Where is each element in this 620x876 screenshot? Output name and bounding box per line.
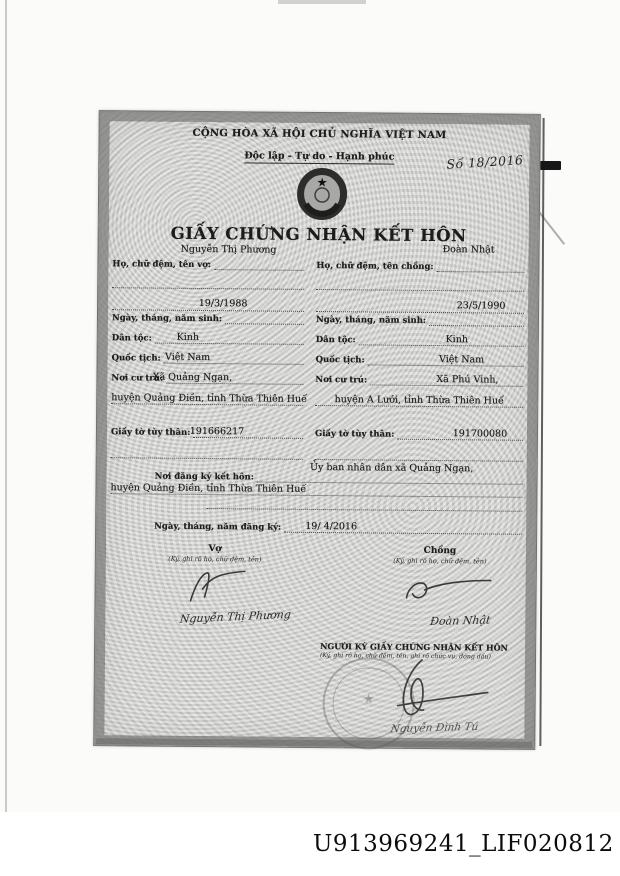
wife-name-value: Nguyễn Thị Phương bbox=[180, 243, 277, 256]
wife-signature-flourish bbox=[180, 567, 250, 606]
wife-dob-row bbox=[112, 309, 304, 325]
husband-nationality-label: Quốc tịch: bbox=[315, 354, 365, 366]
husband-signature-flourish bbox=[400, 574, 495, 609]
dotted-line bbox=[214, 255, 305, 271]
husband-nationality-value: Việt Nam bbox=[438, 354, 485, 366]
husband-name-label: Họ, chữ đệm, tên chồng: bbox=[316, 260, 434, 273]
wife-id-value: 191666217 bbox=[189, 425, 245, 438]
wife-nationality-value: Việt Nam bbox=[164, 351, 211, 364]
husband-sign-title: Chồng bbox=[423, 545, 457, 557]
wife-signature-name: Nguyễn Thị Phương bbox=[179, 607, 292, 626]
serial-number-handwritten: Số 18/2016 bbox=[445, 152, 524, 172]
husband-signature-name: Đoàn Nhật bbox=[429, 613, 492, 629]
registration-date-value: 19/ 4/2016 bbox=[305, 520, 358, 533]
wife-residence-label: Nơi cư trú: bbox=[111, 373, 164, 384]
husband-sign-note: (Ký, ghi rõ họ, chữ đệm, tên) bbox=[393, 556, 487, 566]
header-motto: Độc lập - Tự do - Hạnh phúc bbox=[244, 150, 395, 163]
wife-residence1-value: Xã Quảng Ngạn, bbox=[152, 371, 233, 384]
scan-top-smudge bbox=[278, 0, 366, 4]
header-country: CỘNG HÒA XÃ HỘI CHỦ NGHĨA VIỆT NAM bbox=[192, 127, 447, 142]
wife-name-row bbox=[112, 255, 304, 271]
registration-place-label: Nơi đăng ký kết hôn: bbox=[154, 471, 254, 483]
dotted-line bbox=[225, 309, 304, 325]
registration-place2-value: huyện Quảng Điền, tỉnh Thừa Thiên Huế bbox=[110, 482, 307, 495]
dotted-line bbox=[316, 289, 524, 292]
official-signature-name: Nguyễn Đình Tú bbox=[389, 720, 480, 736]
dotted-line bbox=[429, 311, 524, 327]
dotted-line bbox=[112, 287, 304, 290]
dotted-line bbox=[206, 508, 522, 512]
dotted-line bbox=[111, 457, 303, 460]
stamp-star-icon: ★ bbox=[362, 691, 376, 708]
scan-left-edge bbox=[5, 0, 7, 812]
scan-caption: U913969241_LIF020812 bbox=[313, 831, 614, 857]
husband-residence2-value: huyện A Lưới, tỉnh Thừa Thiên Huế bbox=[334, 394, 504, 407]
official-signature-flourish bbox=[379, 654, 495, 730]
wife-id-label: Giấy tờ tùy thân: bbox=[110, 427, 191, 438]
husband-name-row bbox=[316, 257, 524, 273]
registration-date-label: Ngày, tháng, năm đăng ký: bbox=[154, 521, 282, 533]
official-note: (Ký, ghi rõ họ, chữ đệm, tên, ghi rõ chức vụ, đóng dấu) bbox=[320, 652, 491, 661]
husband-residence-label: Nơi cư trú: bbox=[315, 374, 368, 386]
registration-place1-value: Ủy ban nhân dân xã Quảng Ngạn, bbox=[310, 461, 474, 475]
husband-dob-value: 23/5/1990 bbox=[456, 300, 506, 312]
husband-id-label: Giấy tờ tùy thân: bbox=[314, 428, 395, 440]
wife-name-label: Họ, chữ đệm, tên vợ: bbox=[112, 259, 212, 271]
marriage-certificate bbox=[93, 110, 541, 750]
wife-sign-title: Vợ bbox=[208, 544, 222, 555]
husband-residence1-value: Xã Phú Vinh, bbox=[436, 374, 499, 386]
dotted-line bbox=[437, 257, 525, 273]
husband-ethnicity-value: Kinh bbox=[445, 334, 469, 346]
wife-ethnicity-label: Dân tộc: bbox=[111, 333, 152, 344]
wife-residence2-value: huyện Quảng Điền, tỉnh Thừa Thiên Huế bbox=[111, 392, 308, 405]
wife-ethnicity-value: Kinh bbox=[176, 331, 200, 343]
official-title: NGƯỜI KÝ GIẤY CHỨNG NHẬN KẾT HÔN bbox=[320, 641, 508, 653]
husband-ethnicity-label: Dân tộc: bbox=[315, 334, 356, 346]
national-emblem-icon bbox=[297, 167, 347, 221]
wife-nationality-label: Quốc tịch: bbox=[111, 353, 161, 364]
wife-dob-label: Ngày, tháng, năm sinh: bbox=[111, 313, 223, 325]
husband-id-value: 191700080 bbox=[452, 428, 508, 440]
certificate-title: GIẤY CHỨNG NHẬN KẾT HÔN bbox=[170, 223, 467, 246]
scan-right-tab bbox=[540, 161, 561, 170]
husband-name-value: Đoàn Nhật bbox=[442, 244, 495, 256]
wife-dob-value: 19/3/1988 bbox=[198, 297, 248, 310]
husband-dob-row bbox=[316, 311, 524, 327]
wife-sign-note: (Ký, ghi rõ họ, chữ đệm, tên) bbox=[168, 554, 262, 564]
husband-dob-label: Ngày, tháng, năm sinh: bbox=[315, 314, 427, 326]
